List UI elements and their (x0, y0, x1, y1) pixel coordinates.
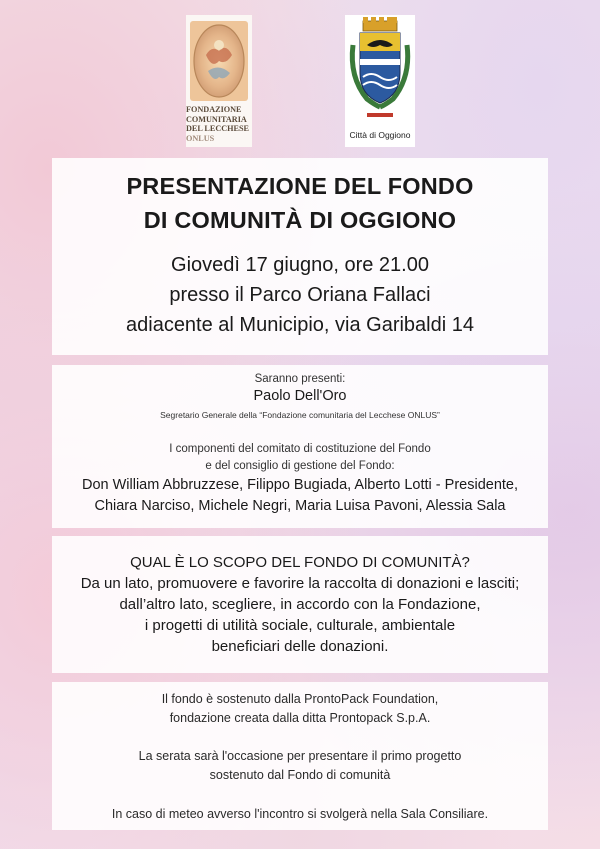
city-label: Città di Oggiono (349, 130, 411, 140)
presenters-panel (52, 365, 548, 528)
coat-of-arms-icon (345, 15, 415, 125)
presenter-role: Segretario Generale della “Fondazione comunitaria del Lecchese ONLUS” (160, 410, 440, 420)
info-line-4: sostenuto dal Fondo di comunità (209, 768, 391, 782)
purpose-line-2: dall’altro lato, scegliere, in accordo con la Fondazione, (119, 596, 481, 613)
event-place: presso il Parco Oriana Fallaci (169, 284, 431, 306)
members-line-1: Don William Abbruzzese, Filippo Bugiada, Alberto Lotti - Presidente, (81, 477, 519, 493)
foundation-name-2: COMUNITARIA (186, 114, 247, 124)
title-line-2: DI COMUNITÀ DI OGGIONO (143, 207, 457, 233)
purpose-panel (52, 536, 548, 673)
foundation-name-4: ONLUS (186, 133, 215, 143)
purpose-question: QUAL È LO SCOPO DEL FONDO DI COMUNITÀ? (130, 554, 470, 571)
info-line-3: La serata sarà l'occasione per presentare il primo progetto (138, 749, 462, 763)
event-address: adiacente al Municipio, via Garibaldi 14 (126, 314, 474, 336)
title-line-1: PRESENTAZIONE DEL FONDO (126, 173, 474, 199)
foundation-name-3: DEL LECCHESE (186, 124, 250, 133)
purpose-line-4: beneficiari delle donazioni. (211, 638, 389, 655)
event-date: Giovedì 17 giugno, ore 21.00 (171, 254, 429, 276)
purpose-line-1: Da un lato, promuovere e favorire la raccolta di donazioni e lasciti; (80, 575, 520, 592)
committee-line-2: e del consiglio di gestione del Fondo: (205, 460, 395, 472)
presenters-intro: Saranno presenti: (254, 373, 346, 385)
city-logo (345, 15, 415, 147)
info-panel (52, 682, 548, 830)
committee-line-1: I componenti del comitato di costituzione del Fondo (169, 443, 431, 455)
members-line-2: Chiara Narciso, Michele Negri, Maria Luisa Pavoni, Alessia Sala (94, 498, 506, 514)
foundation-logo (186, 15, 252, 147)
info-line-5: In caso di meteo avverso l'incontro si svolgerà nella Sala Consiliare. (111, 807, 489, 821)
foundation-name-1: FONDAZIONE (186, 105, 242, 114)
info-line-2: fondazione creata dalla ditta Prontopack S.p.A. (169, 711, 431, 725)
info-line-1: Il fondo è sostenuto dalla ProntoPack Foundation, (161, 692, 439, 706)
purpose-line-3: i progetti di utilità sociale, culturale, ambientale (144, 617, 456, 634)
presenter-name: Paolo Dell'Oro (253, 388, 347, 404)
event-header-panel (52, 158, 548, 355)
